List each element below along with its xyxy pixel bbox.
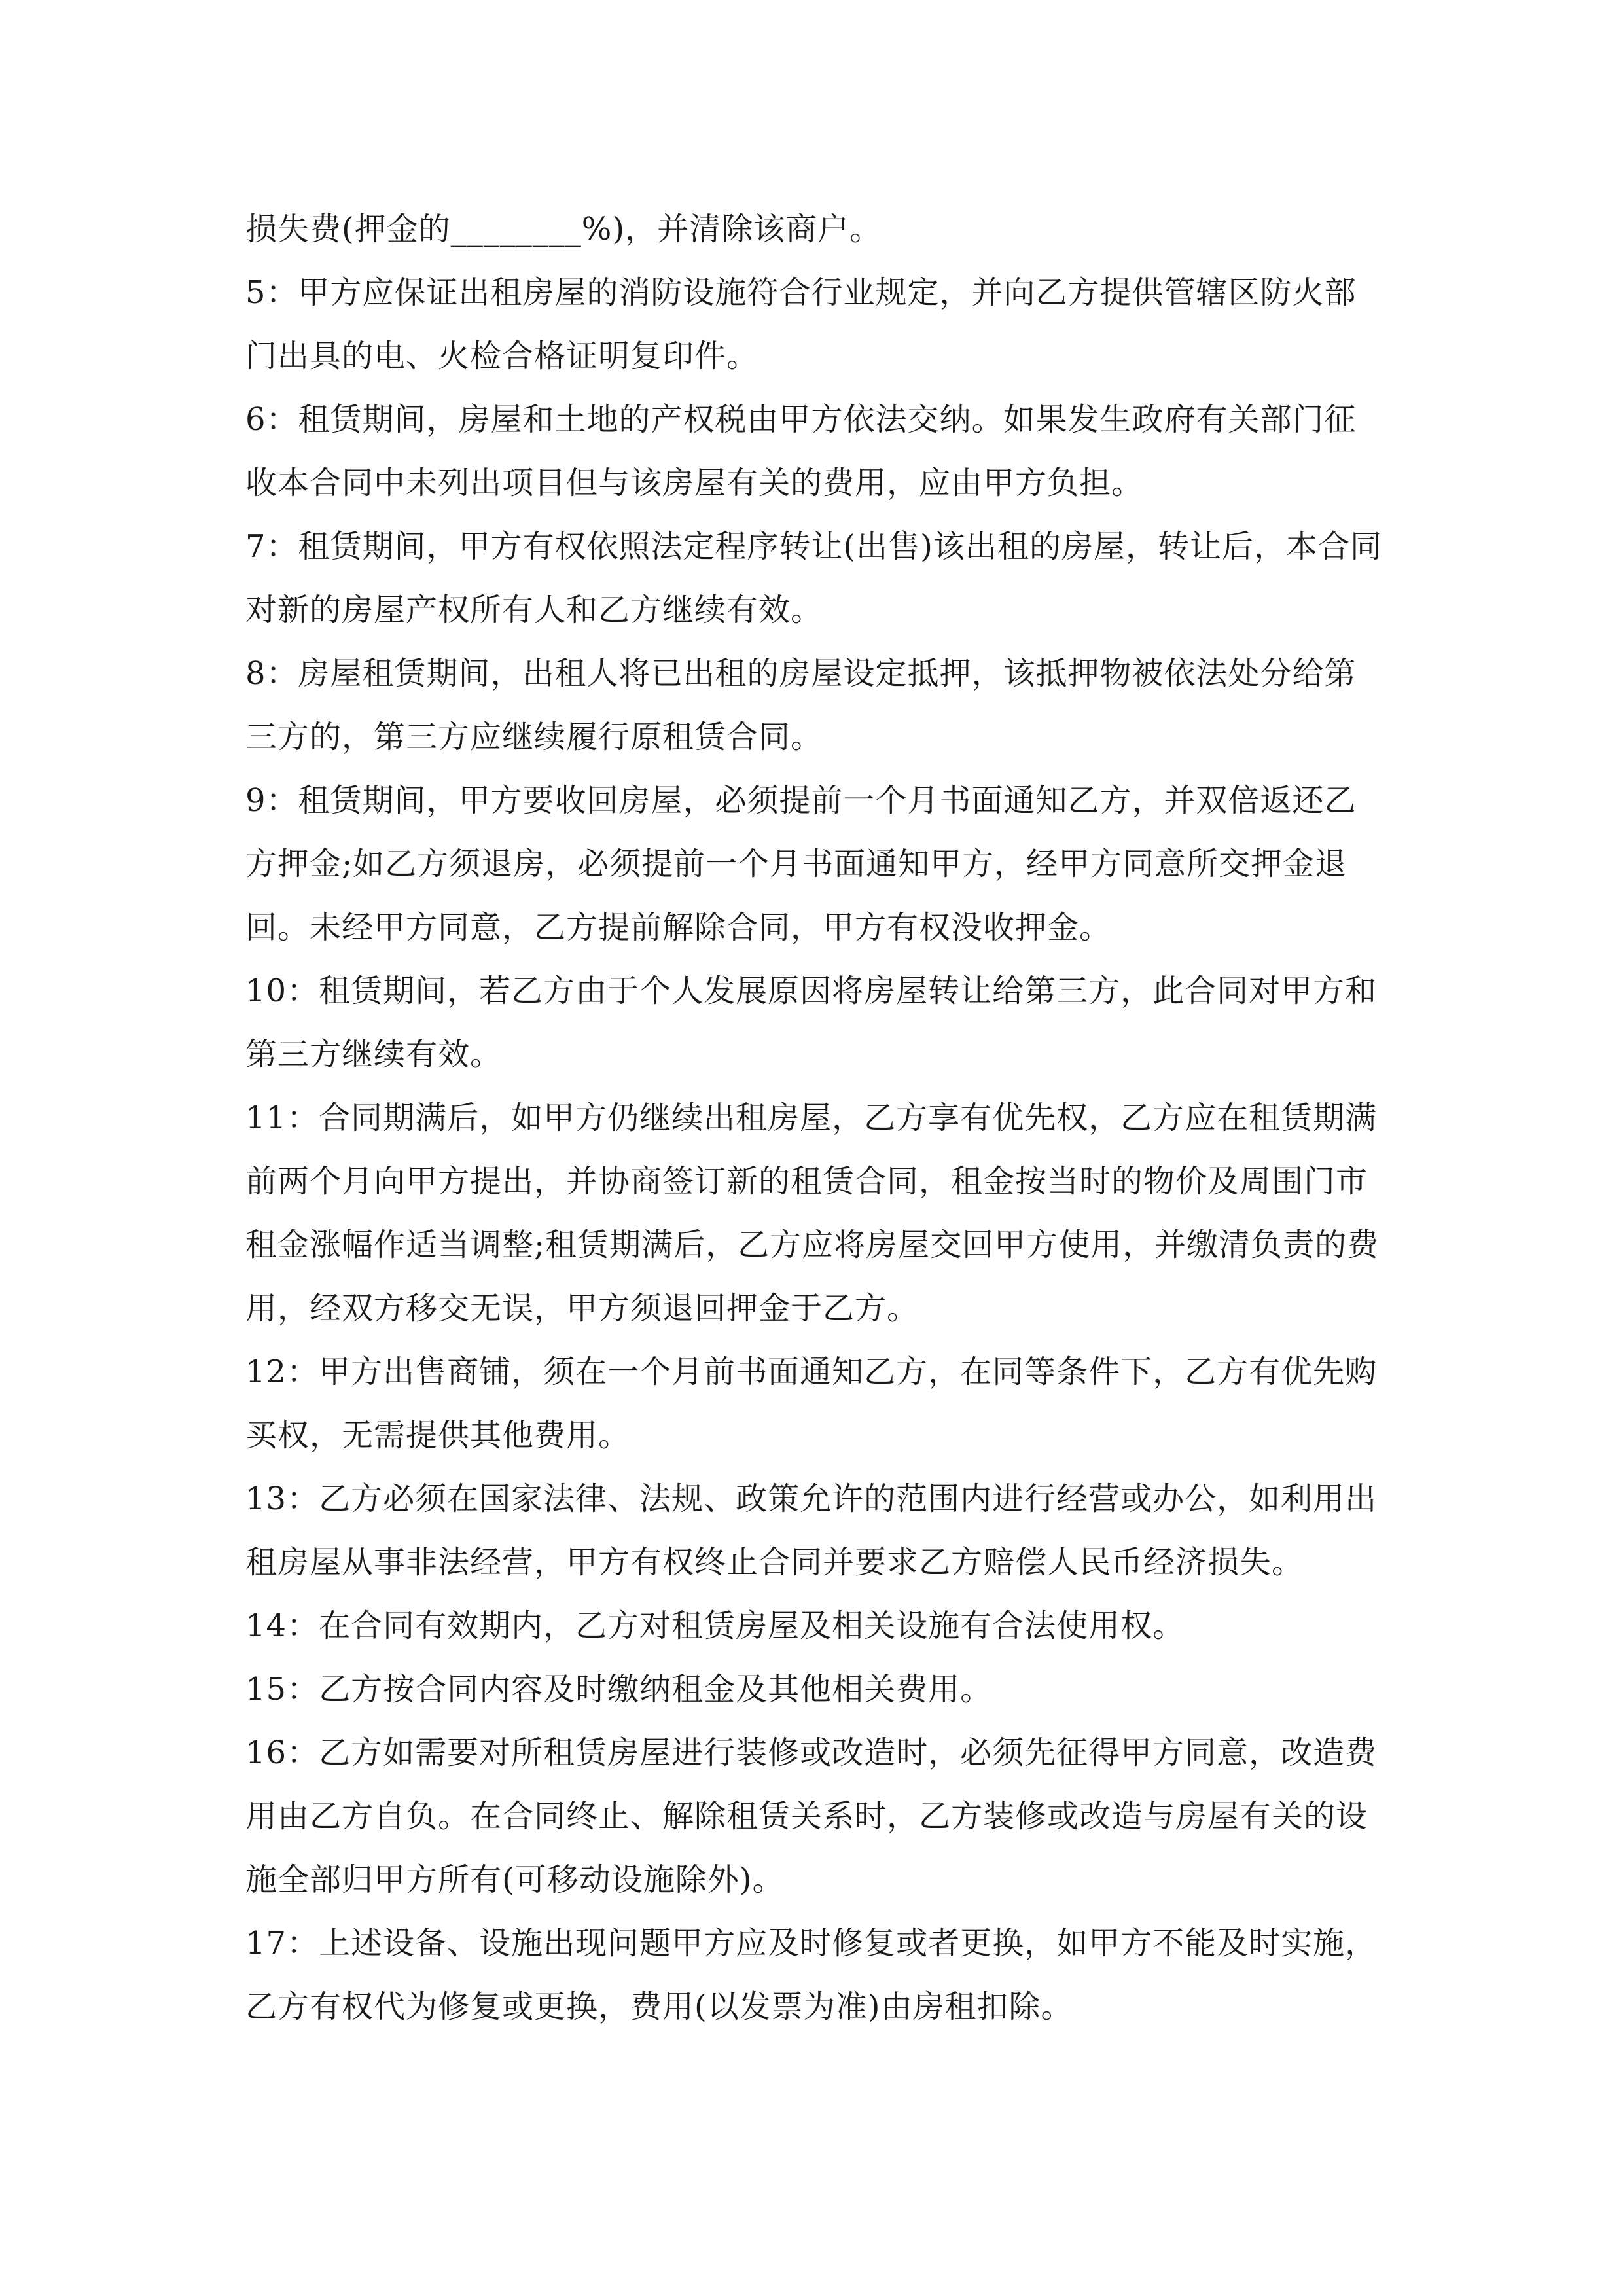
- clause-11: 11：合同期满后，如甲方仍继续出租房屋，乙方享有优先权，乙方应在租赁期满前两个月向甲方提出，并协商签订新的租赁合同，租金按当时的物价及周围门市租金涨幅作适当调整;租赁期满后，乙方应将房屋交回甲方使用，并缴清负责的费用，经双方移交无误，甲方须退回押金于乙方。: [245, 1100, 1380, 1327]
- clause-14: 14：在合同有效期内，乙方对租赁房屋及相关设施有合法使用权。: [245, 1607, 1185, 1644]
- clause-8: 8：房屋租赁期间，出租人将已出租的房屋设定抵押，该抵押物被依法处分给第三方的，第三方应继续履行原租赁合同。: [245, 655, 1357, 755]
- clause-6: 6：租赁期间，房屋和土地的产权税由甲方依法交纳。如果发生政府有关部门征收本合同中未列出项目但与该房屋有关的费用，应由甲方负担。: [245, 401, 1357, 501]
- clause-12: 12：甲方出售商铺，须在一个月前书面通知乙方，在同等条件下，乙方有优先购买权，无需提供其他费用。: [245, 1354, 1378, 1454]
- clause-13: 13：乙方必须在国家法律、法规、政策允许的范围内进行经营或办公，如利用出租房屋从事非法经营，甲方有权终止合同并要求乙方赔偿人民币经济损失。: [245, 1480, 1378, 1581]
- clause-9: 9：租赁期间，甲方要收回房屋，必须提前一个月书面通知乙方，并双倍返还乙方押金;如乙方须退房，必须提前一个月书面通知甲方，经甲方同意所交押金退回。未经甲方同意，乙方提前解除合同，甲方有权没收押金。: [245, 782, 1357, 946]
- paragraph-deposit-loss: 损失费(押金的________%)，并清除该商户。: [245, 211, 882, 247]
- clause-5: 5：甲方应保证出租房屋的消防设施符合行业规定，并向乙方提供管辖区防火部门出具的电、火检合格证明复印件。: [245, 274, 1357, 374]
- clause-16: 16：乙方如需要对所租赁房屋进行装修或改造时，必须先征得甲方同意，改造费用由乙方自负。在合同终止、解除租赁关系时，乙方装修或改造与房屋有关的设施全部归甲方所有(可移动设施除外)。: [245, 1734, 1378, 1898]
- clause-10: 10：租赁期间，若乙方由于个人发展原因将房屋转让给第三方，此合同对甲方和第三方继续有效。: [245, 973, 1378, 1073]
- clause-7: 7：租赁期间，甲方有权依照法定程序转让(出售)该出租的房屋，转让后，本合同对新的房屋产权所有人和乙方继续有效。: [245, 528, 1382, 628]
- contract-body: [245, 198, 1387, 2039]
- clause-15: 15：乙方按合同内容及时缴纳租金及其他相关费用。: [245, 1671, 993, 1708]
- clause-17: 17：上述设备、设施出现问题甲方应及时修复或者更换，如甲方不能及时实施，乙方有权代为修复或更换，费用(以发票为准)由房租扣除。: [245, 1925, 1378, 2025]
